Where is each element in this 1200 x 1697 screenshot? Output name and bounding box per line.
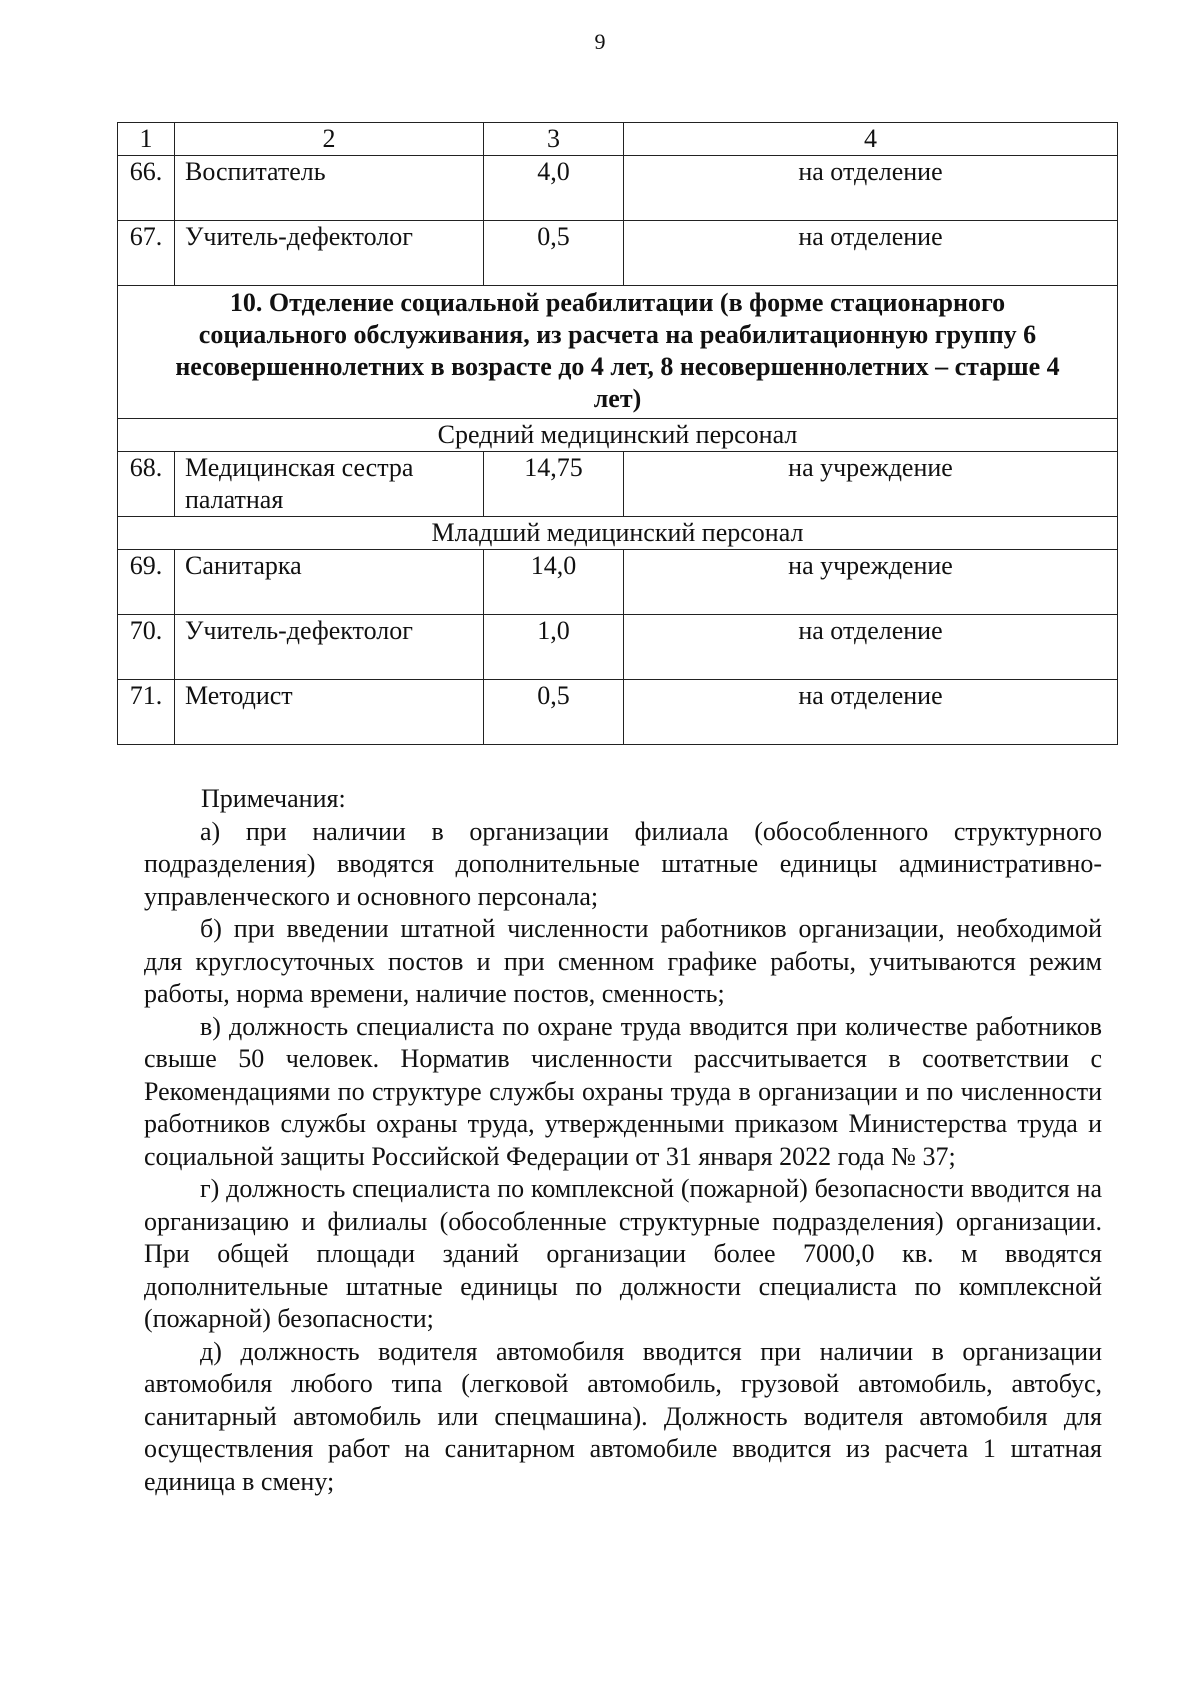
group-row-junior-medical (118, 517, 1118, 550)
table-header-row (118, 123, 1118, 156)
row-number: 71. (118, 680, 175, 745)
row-number: 68. (118, 452, 175, 517)
group-row-middle-medical (118, 419, 1118, 452)
allocation-note: на отделение (624, 680, 1118, 745)
staff-quantity: 14,75 (484, 452, 624, 517)
staff-quantity: 4,0 (484, 156, 624, 221)
row-number: 66. (118, 156, 175, 221)
note-item-d: д) должность водителя автомобиля вводится при наличии в организации автомобиля любого типа (легковой автомобиль, грузовой автомобиль, автобус, санитарный автомобиль или спецмашина). Должность водителя автомобиля для осуществления работ на санитарном автомобиле вводится из расчета 1 штатная единица в смену; (144, 1336, 1102, 1496)
note-item-b: б) при введении штатной численности работников организации, необходимой для круглосуточных постов и при сменном графике работы, учитываются режим работы, норма времени, наличие постов, сменность; (144, 914, 1102, 1008)
header-cell-3: 3 (484, 123, 624, 156)
group-title: Младший медицинский персонал (118, 517, 1118, 550)
allocation-note: на учреждение (624, 550, 1118, 615)
notes-section (144, 783, 1102, 1498)
note-item-v: в) должность специалиста по охране труда вводится при количестве работников свыше 50 человек. Норматив численности рассчитывается в соответствии с Рекомендациями по структуре службы охраны труда в организации и по численности работников службы охраны труда, утвержденными приказом Министерства труда и социальной защиты Российской Федерации от 31 января 2022 года № 37; (144, 1011, 1102, 1171)
position-name: Методист (175, 680, 484, 745)
allocation-note: на отделение (624, 221, 1118, 286)
table-row (118, 452, 1118, 517)
position-name: Воспитатель (175, 156, 484, 221)
section-title: 10. Отделение социальной реабилитации (в форме стационарного социального обслуживания, из расчета на реабилитационную группу 6 несовершеннолетних в возрасте до 4 лет, 8 несовершеннолетних – старше 4 лет) (118, 286, 1118, 419)
staff-quantity: 14,0 (484, 550, 624, 615)
row-number: 67. (118, 221, 175, 286)
table-row (118, 550, 1118, 615)
row-number: 70. (118, 615, 175, 680)
allocation-note: на отделение (624, 156, 1118, 221)
group-title: Средний медицинский персонал (118, 419, 1118, 452)
table-row (118, 221, 1118, 286)
staff-table (117, 122, 1118, 745)
allocation-note: на отделение (624, 615, 1118, 680)
notes-title: Примечания: (201, 784, 346, 813)
note-item-a: а) при наличии в организации филиала (обособленного структурного подразделения) вводятся дополнительные штатные единицы административно-управленческого и основного персонала; (144, 816, 1102, 911)
header-cell-2: 2 (175, 123, 484, 156)
allocation-note: на учреждение (624, 452, 1118, 517)
table-row (118, 680, 1118, 745)
staff-quantity: 0,5 (484, 680, 624, 745)
position-name: Медицинская сестра палатная (175, 452, 484, 517)
page-number: 9 (594, 29, 606, 54)
section-title-row (118, 286, 1118, 419)
row-number: 69. (118, 550, 175, 615)
table-row (118, 156, 1118, 221)
staff-quantity: 0,5 (484, 221, 624, 286)
position-name: Санитарка (175, 550, 484, 615)
staff-quantity: 1,0 (484, 615, 624, 680)
note-item-g: г) должность специалиста по комплексной (пожарной) безопасности вводится на организацию и филиалы (обособленные структурные подразделения) организации. При общей площади зданий организации более 7000,0 кв. м вводятся дополнительные штатные единицы по должности специалиста по комплексной (пожарной) безопасности; (144, 1174, 1102, 1333)
position-name: Учитель-дефектолог (175, 221, 484, 286)
position-name: Учитель-дефектолог (175, 615, 484, 680)
header-cell-1: 1 (118, 123, 175, 156)
header-cell-4: 4 (624, 123, 1118, 156)
table-row (118, 615, 1118, 680)
